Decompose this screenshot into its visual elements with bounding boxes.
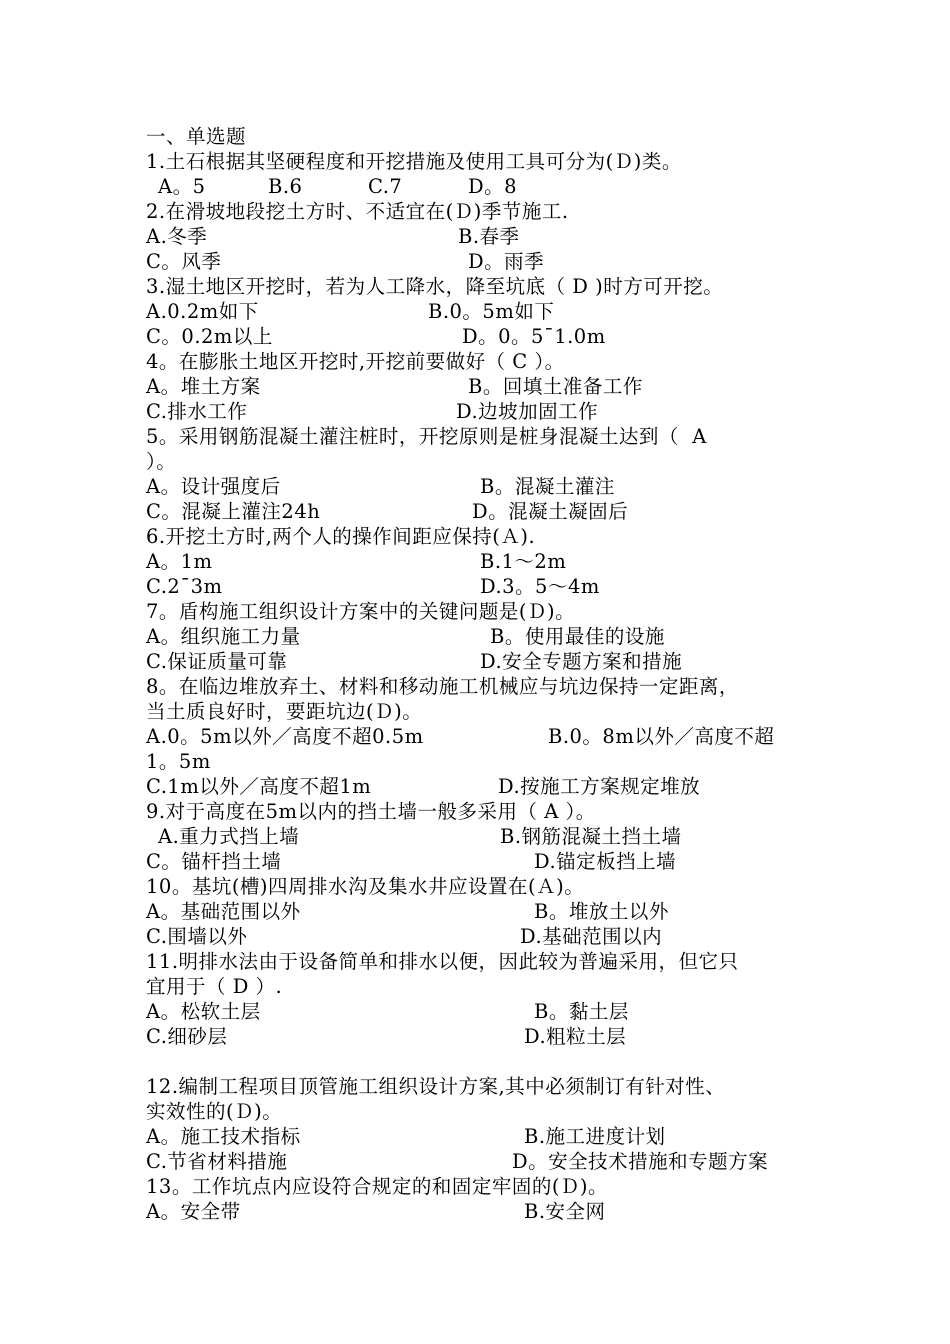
q8-option-a: A.0。5m以外／高度不超0.5m (146, 725, 424, 748)
question-13: 13。工作坑点内应设符合规定的和固定牢固的(Ｄ)。 (146, 1175, 609, 1198)
question-8: 8。在临边堆放弃土、材料和移动施工机械应与坑边保持一定距离， (146, 675, 739, 698)
q11-option-d: D.粗粒土层 (524, 1025, 627, 1048)
question-4: 4。在膨胀土地区开挖时,开挖前要做好（ C ）。 (146, 350, 565, 373)
q12-option-a: A。施工技术指标 (146, 1125, 301, 1148)
q3-option-b: B.0。5m如下 (428, 300, 555, 323)
question-11: 11.明排水法由于设备简单和排水以便，因此较为普遍采用，但它只 (146, 950, 739, 973)
q8-option-b: B.0。8m以外／高度不超 (548, 725, 775, 748)
question-10: 10。基坑(槽)四周排水沟及集水井应设置在(Ａ)。 (146, 875, 585, 898)
question-2: 2.在滑坡地段挖土方时、不适宜在(Ｄ)季节施工. (146, 200, 569, 223)
q1-option-c: C.7 (368, 175, 403, 198)
q7-option-d: D.安全专题方案和措施 (480, 650, 683, 673)
question-5-cont: ）。 (146, 450, 177, 473)
q8-option-d: D.按施工方案规定堆放 (498, 775, 701, 798)
question-12-cont: 实效性的(Ｄ)。 (146, 1100, 283, 1123)
q3-option-c: C。0.2m以上 (146, 325, 273, 348)
q8-option-b-cont: 1。5m (146, 750, 211, 773)
question-11-cont: 宜用于（ D ）. (146, 975, 283, 998)
q4-option-a: A。堆土方案 (146, 375, 261, 398)
q11-option-b: B。黏土层 (534, 1000, 629, 1023)
section-title: 一、单选题 (146, 125, 247, 148)
q10-option-b: B。堆放土以外 (534, 900, 669, 923)
q6-option-b: B.1～2m (480, 550, 567, 573)
q1-option-b: B.6 (268, 175, 303, 198)
question-7: 7。盾构施工组织设计方案中的关键问题是(Ｄ)。 (146, 600, 576, 623)
q12-option-c: C.节省材料措施 (146, 1150, 288, 1173)
q7-option-a: A。组织施工力量 (146, 625, 301, 648)
q4-option-b: B。回填土准备工作 (468, 375, 643, 398)
q7-option-c: C.保证质量可靠 (146, 650, 288, 673)
q10-option-a: A。基础范围以外 (146, 900, 301, 923)
question-3: 3.湿土地区开挖时，若为人工降水，降至坑底（ D )时方可开挖。 (146, 275, 724, 298)
q6-option-a: A。1m (146, 550, 213, 573)
question-1: 1.土石根据其坚硬程度和开挖措施及使用工具可分为(Ｄ)类。 (146, 150, 682, 173)
q13-option-a: A。安全带 (146, 1200, 241, 1223)
q2-option-b: B.春季 (458, 225, 520, 248)
q9-option-b: B.钢筋混凝土挡土墙 (500, 825, 682, 848)
q5-option-b: B。混凝土灌注 (480, 475, 615, 498)
question-6: 6.开挖土方时,两个人的操作间距应保持(Ａ). (146, 525, 556, 548)
question-12: 12.编制工程项目顶管施工组织设计方案,其中必须制订有针对性、 (146, 1075, 726, 1098)
q2-option-d: D。雨季 (468, 250, 545, 273)
q5-option-d: D。混凝土凝固后 (472, 500, 629, 523)
q9-option-c: C。锚杆挡土墙 (146, 850, 282, 873)
q10-option-c: C.围墙以外 (146, 925, 248, 948)
q8-option-c: C.1m以外／高度不超1m (146, 775, 372, 798)
q9-option-d: D.锚定板挡上墙 (534, 850, 677, 873)
q10-option-d: D.基础范围以内 (520, 925, 663, 948)
q11-option-a: A。松软土层 (146, 1000, 261, 1023)
q2-option-a: A.冬季 (146, 225, 208, 248)
q4-option-c: C.排水工作 (146, 400, 248, 423)
q9-option-a: A.重力式挡上墙 (158, 825, 300, 848)
q6-option-d: D.3。5～4m (480, 575, 600, 598)
question-5: 5。采用钢筋混凝土灌注桩时，开挖原则是桩身混凝土达到（ A (146, 425, 707, 448)
q12-option-d: D。安全技术措施和专题方案 (512, 1150, 769, 1173)
q3-option-d: D。0。5¯1.0m (462, 325, 606, 348)
q5-option-a: A。设计强度后 (146, 475, 281, 498)
q13-option-b: B.安全网 (524, 1200, 606, 1223)
q1-option-d: D。8 (468, 175, 518, 198)
q6-option-c: C.2¯3m (146, 575, 223, 598)
q7-option-b: B。使用最佳的设施 (490, 625, 665, 648)
q1-option-a: A。5 (158, 175, 206, 198)
q4-option-d: D.边坡加固工作 (456, 400, 599, 423)
question-8-cont: 当土质良好时，要距坑边(Ｄ)。 (146, 700, 423, 723)
question-9: 9.对于高度在5m以内的挡土墙一般多采用（ A ）。 (146, 800, 596, 823)
q3-option-a: A.0.2m如下 (146, 300, 259, 323)
q11-option-c: C.细砂层 (146, 1025, 228, 1048)
q5-option-c: C。混凝上灌注24h (146, 500, 321, 523)
q2-option-c: C。风季 (146, 250, 222, 273)
q12-option-b: B.施工进度计划 (524, 1125, 666, 1148)
